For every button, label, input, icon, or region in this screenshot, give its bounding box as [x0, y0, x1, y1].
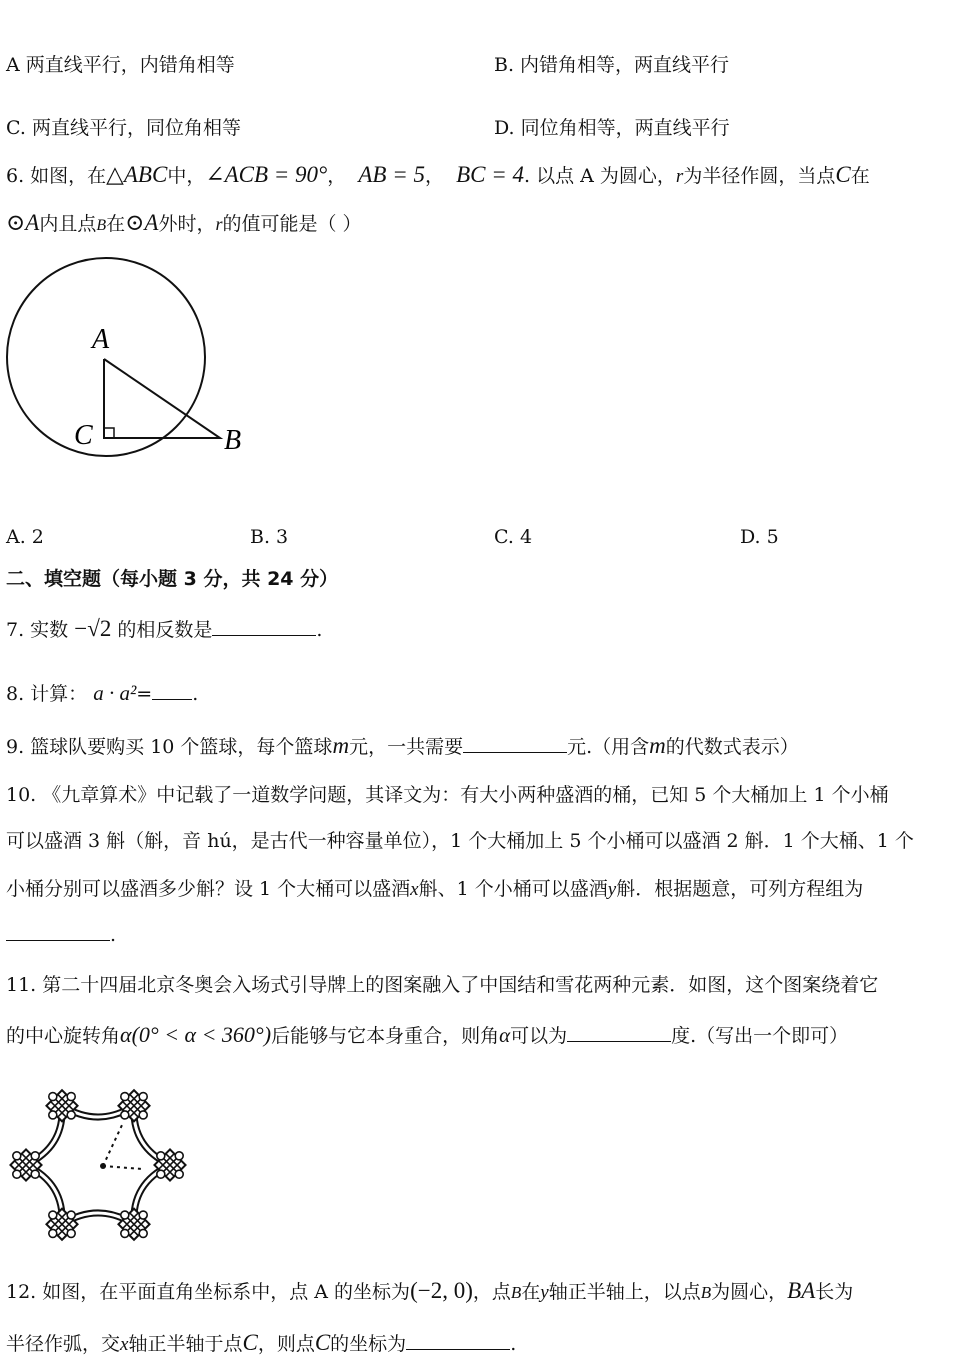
- q6-option-a: A. 2: [6, 526, 44, 548]
- q7-text: .: [316, 619, 323, 641]
- knot-loop: [157, 1152, 165, 1160]
- knot-loop: [49, 1211, 57, 1219]
- q7-line: [6, 616, 322, 643]
- knot-loop: [67, 1211, 75, 1219]
- q12-text: 半径作弧，交: [6, 1333, 121, 1355]
- knot-loop: [121, 1211, 129, 1219]
- q6-b: B: [96, 217, 107, 234]
- q11-text: 后能够与它本身重合，则角: [271, 1025, 500, 1047]
- knot-loop: [175, 1170, 183, 1178]
- q12-y: y: [540, 1282, 549, 1303]
- q9-line: [6, 733, 799, 760]
- q6-option-b: B. 3: [250, 526, 289, 548]
- q6-triangle: △ABC: [106, 162, 168, 187]
- q6-option-d: D. 5: [740, 526, 779, 548]
- q6-circle: [7, 258, 205, 456]
- knot-loop: [175, 1152, 183, 1160]
- knot-loop: [139, 1093, 147, 1101]
- q11-expression: α(0° < α < 360°): [120, 1022, 272, 1047]
- q10-y: y: [607, 879, 617, 900]
- q10-text: .: [110, 924, 117, 946]
- knot-loop: [49, 1111, 57, 1119]
- q12-text: 轴正半轴上，以点: [548, 1281, 701, 1303]
- q5-option-b: B. 内错角相等，两直线平行: [494, 54, 730, 76]
- q6-circle-a: ⊙A: [6, 210, 40, 235]
- q9-text: 元.（用含: [567, 736, 650, 758]
- q12-b: B: [700, 1283, 712, 1302]
- q6-text: . 以点 A 为圆心，: [524, 165, 676, 187]
- q6-r: r: [215, 214, 223, 234]
- q6-text: 在: [106, 213, 126, 235]
- knot-loop: [13, 1170, 21, 1178]
- knot-loop: [31, 1170, 39, 1178]
- q11-line-1: 11. 第二十四届北京冬奥会入场式引导牌上的图案融入了中国结和雪花两种元素．如图，这个图案绕着它: [6, 974, 879, 996]
- q6-text: ，: [425, 165, 445, 187]
- q8-text: .: [192, 683, 199, 705]
- q12-c: C: [242, 1330, 258, 1355]
- q12-text: ，点: [472, 1281, 511, 1303]
- knot-loop: [67, 1093, 75, 1101]
- knot-loop: [49, 1229, 57, 1237]
- q12-ba: BA: [787, 1278, 816, 1303]
- q8-text: 8. 计算：: [6, 683, 88, 705]
- q11-alpha: α: [499, 1023, 511, 1047]
- q8-text: =: [136, 683, 153, 705]
- q6-line-2: [6, 210, 362, 239]
- q6-label-a: A: [92, 324, 110, 355]
- q6-right-angle-mark: [104, 428, 114, 438]
- q6-ab: AB = 5: [358, 162, 425, 187]
- q11-line-2: [6, 1022, 848, 1049]
- q7-answer-blank[interactable]: [212, 617, 316, 636]
- dotted-line: [103, 1166, 142, 1169]
- q9-answer-blank[interactable]: [463, 734, 567, 753]
- q12-text: 长为: [815, 1281, 854, 1303]
- q5-option-d: D. 同位角相等，两直线平行: [494, 117, 730, 139]
- q8-expression: a · a²: [93, 681, 137, 705]
- q10-text: 斛．根据题意，可列方程组为: [616, 878, 864, 900]
- q6-r: r: [675, 166, 684, 187]
- q8-answer-blank[interactable]: [152, 681, 192, 700]
- q5-option-a: A 两直线平行，内错角相等: [6, 54, 235, 76]
- knot-loop: [139, 1211, 147, 1219]
- q7-text: 7. 实数: [6, 619, 69, 641]
- q6-text: ，: [327, 165, 347, 187]
- q7-expression: −√2: [74, 616, 112, 641]
- q12-text: 12. 如图，在平面直角坐标系中，点 A 的坐标为: [6, 1281, 411, 1303]
- q6-option-c: C. 4: [494, 526, 533, 548]
- q11-text: 度.（写出一个即可）: [671, 1025, 849, 1047]
- q12-coord: (−2, 0): [410, 1278, 473, 1303]
- q12-text: 的坐标为: [330, 1333, 407, 1355]
- knot-loop: [13, 1152, 21, 1160]
- q12-x: x: [120, 1334, 129, 1355]
- q6-angle: ∠ACB = 90°: [205, 162, 328, 187]
- q10-text: 小桶分别可以盛酒多少斛？设 1 个大桶可以盛酒: [6, 878, 411, 900]
- q9-text: 的代数式表示）: [665, 736, 799, 758]
- knot-loop: [67, 1229, 75, 1237]
- q12-text: 在: [521, 1281, 541, 1303]
- q6-label-b: B: [224, 425, 242, 456]
- q11-text: 的中心旋转角: [6, 1025, 121, 1047]
- q12-line-2: [6, 1330, 516, 1358]
- q10-line-2: 可以盛酒 3 斛（斛，音 hú，是古代一种容量单位），1 个大桶加上 5 个小桶可以盛酒 2 斛．1 个大桶、1 个: [6, 830, 914, 852]
- dotted-line: [103, 1125, 122, 1166]
- knot-loop: [49, 1093, 57, 1101]
- knot-loop: [31, 1152, 39, 1160]
- q6-circle-a: ⊙A: [125, 210, 159, 235]
- q7-text: 的相反数是: [117, 619, 213, 641]
- q11-answer-blank[interactable]: [567, 1023, 671, 1042]
- knot-loop: [139, 1111, 147, 1119]
- q6-line-1: [6, 162, 870, 190]
- q6-text: 外时，: [158, 213, 216, 235]
- q6-label-c: C: [74, 420, 93, 451]
- q12-c: C: [314, 1330, 331, 1355]
- q6-text: 为半径作圆，当点: [683, 165, 836, 187]
- q12-text: .: [510, 1333, 517, 1355]
- knot-loop: [67, 1111, 75, 1119]
- q12-text: ，则点: [257, 1333, 315, 1355]
- q9-text: 元，一共需要: [349, 736, 464, 758]
- q12-b: B: [510, 1283, 522, 1302]
- q5-option-c: C. 两直线平行，同位角相等: [6, 117, 241, 139]
- q10-line-3: [6, 876, 863, 903]
- q6-c: C: [835, 162, 851, 187]
- q8-line: [6, 680, 198, 707]
- q10-line-1: 10. 《九章算术》中记载了一道数学问题，其译文为：有大小两种盛酒的桶，已知 5 个大桶加上 1 个小桶: [6, 784, 889, 806]
- knot-loop: [121, 1229, 129, 1237]
- q12-answer-blank[interactable]: [406, 1331, 510, 1350]
- knot-loop: [157, 1170, 165, 1178]
- q6-text: 中，: [167, 165, 206, 187]
- q10-x: x: [410, 879, 419, 900]
- q12-text: 轴正半轴于点: [128, 1333, 243, 1355]
- knot-loop: [121, 1111, 129, 1119]
- q6-text: 的值可能是（ ）: [222, 213, 362, 235]
- q6-text: 内且点: [39, 213, 97, 235]
- q10-text: 斛、1 个小桶可以盛酒: [418, 878, 608, 900]
- q12-text: 为圆心，: [711, 1281, 788, 1303]
- q6-figure: [0, 250, 290, 480]
- q12-line-1: [6, 1278, 853, 1306]
- q10-line-4: [6, 922, 116, 948]
- knot-loop: [121, 1093, 129, 1101]
- q6-text: 6. 如图，在: [6, 165, 107, 187]
- q9-m: m: [649, 733, 666, 758]
- q6-triangle-shape: [104, 359, 220, 438]
- q11-knot-pattern: [0, 1085, 200, 1250]
- q9-text: 9. 篮球队要购买 10 个篮球，每个篮球: [6, 736, 333, 758]
- q10-answer-blank[interactable]: [6, 922, 110, 941]
- q6-bc: BC = 4: [456, 162, 525, 187]
- q6-text: 在: [850, 165, 870, 187]
- q9-m: m: [332, 733, 350, 758]
- q11-text: 可以为: [510, 1025, 568, 1047]
- section-2-heading: 二、填空题（每小题 3 分，共 24 分）: [6, 568, 339, 590]
- knot-loop: [139, 1229, 147, 1237]
